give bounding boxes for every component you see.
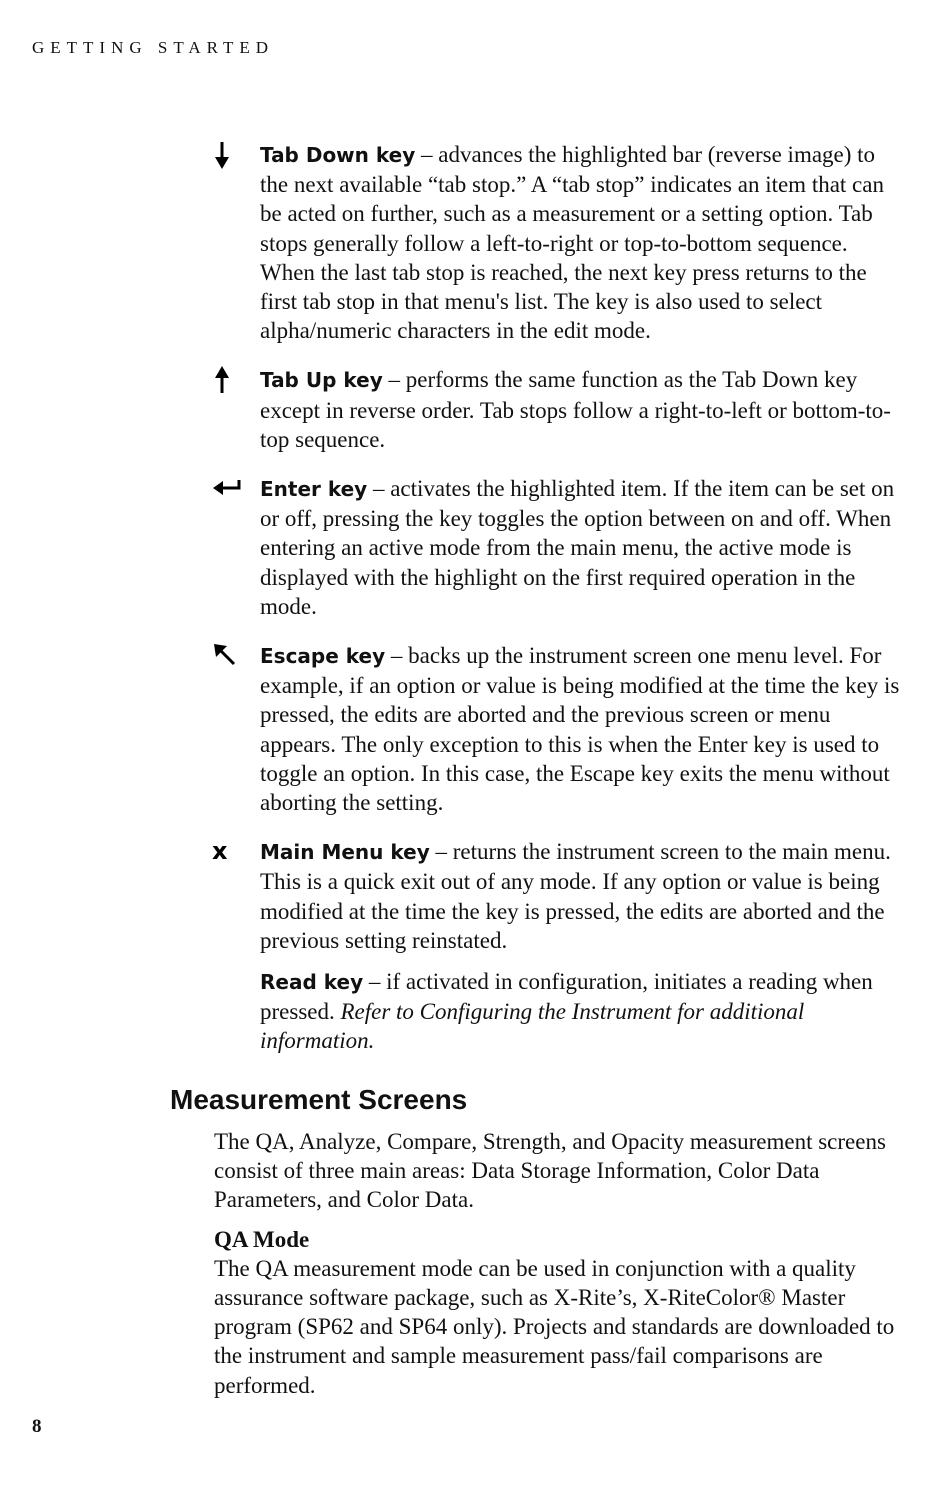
section-title: Measurement Screens xyxy=(170,1084,468,1115)
enter-key-item xyxy=(212,474,902,621)
main-menu-key-term: Main Menu key xyxy=(260,840,430,865)
qa-mode-heading: QA Mode xyxy=(214,1226,310,1252)
tab-down-key-term: Tab Down key xyxy=(260,143,416,167)
read-key-description: – if activated in configuration, initiates a reading when pressed. xyxy=(260,969,873,1025)
key-descriptions xyxy=(212,140,902,1076)
main-menu-key-item xyxy=(212,837,902,955)
tab-up-key-description: – performs the same function as the Tab Down key except in reverse order. Tab stops follow a right-to-left or bottom-to-top sequence. xyxy=(260,367,891,452)
escape-key-term: Escape key xyxy=(260,644,386,669)
tab-up-key-term: Tab Up key xyxy=(260,368,383,393)
read-key-term: Read key xyxy=(260,970,364,995)
measurement-screens-section xyxy=(214,1127,904,1400)
tab-up-key-item xyxy=(212,365,902,454)
qa-mode-body: The QA measurement mode can be used in conjunction with a quality assurance software package, such as X-Rite’s, X-RiteColor® Master program (SP62 and SP64 only). Projects and standards are downloaded to the instrument and sample measurement pass/fail comparisons are performed. xyxy=(214,1255,895,1398)
enter-key-description: – activates the highlighted item. If the item can be set on or off, pressing the key toggles the option between on and off. When entering an active mode from the main menu, the active mode is displayed with the highlight on the first required operation in the mode. xyxy=(260,476,895,619)
read-key-item xyxy=(212,967,902,1056)
tab-down-key-item xyxy=(212,140,902,345)
tab-down-key-description: – advances the highlighted bar (reverse image) to the next available “tab stop.” A “tab stop” indicates an item that can be acted on further, such as a measurement or a setting option. Tab stops generally follow a left-to-right or top-to-bottom sequence. When the last tab stop is reached, the next key press returns to the first tab stop in that menu's list. The key is also used to select alpha/numeric characters in the edit mode. xyxy=(260,142,884,344)
enter-icon xyxy=(212,474,236,504)
running-header: GETTING STARTED xyxy=(32,38,275,57)
enter-key-term: Enter key xyxy=(260,477,368,502)
escape-arrow-icon xyxy=(212,641,236,671)
read-key-reference: Refer to Configuring the Instrument for additional information. xyxy=(260,999,805,1054)
arrow-down-icon xyxy=(212,140,236,170)
section-intro: The QA, Analyze, Compare, Strength, and Opacity measurement screens consist of three main areas: Data Storage Information, Color Data Parameters, and Color Data. xyxy=(214,1129,886,1213)
main-menu-key-description: – returns the instrument screen to the main menu. This is a quick exit out of any mode. If any option or value is being modified at the time the key is pressed, the edits are aborted and the previous setting reinstated. xyxy=(260,839,891,953)
main-menu-x-icon: x xyxy=(212,837,228,866)
page-number: 8 xyxy=(32,1416,42,1437)
arrow-up-icon xyxy=(212,365,236,395)
escape-key-description: – backs up the instrument screen one menu level. For example, if an option or value is being modified at the time the key is pressed, the edits are aborted and the previous screen or menu appears. The only exception to this is when the Enter key is used to toggle an option. In this case, the Escape key exits the menu without aborting the setting. xyxy=(260,643,900,816)
escape-key-item xyxy=(212,641,902,817)
